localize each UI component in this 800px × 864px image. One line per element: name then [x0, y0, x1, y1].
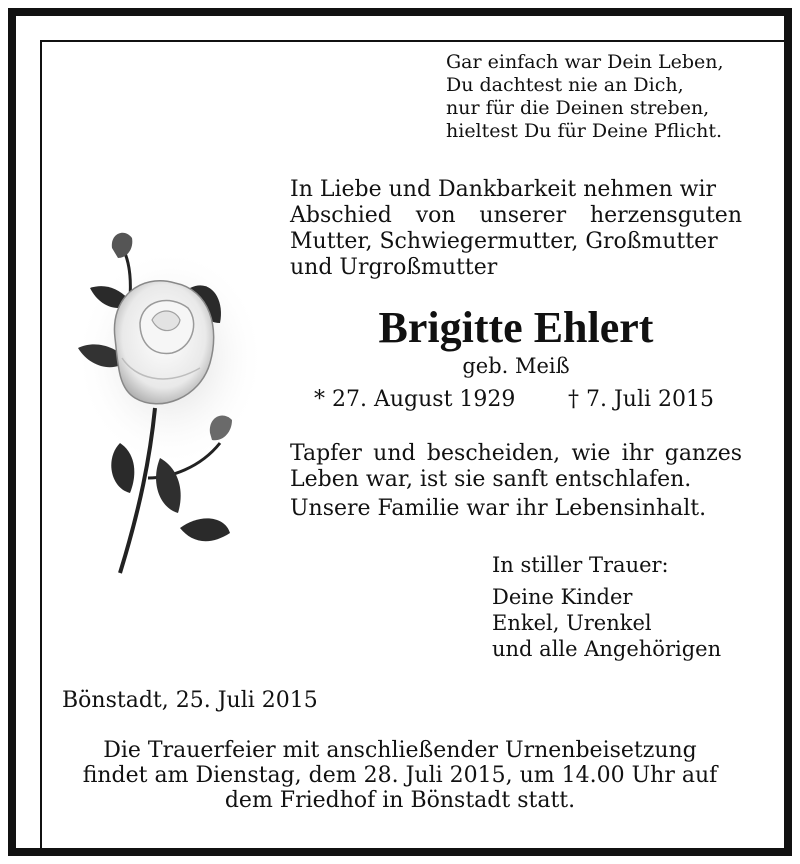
mourners-block — [492, 552, 752, 662]
intro-text — [290, 177, 742, 281]
death-date: † 7. Juli 2015 — [568, 387, 715, 412]
birth-date: * 27. August 1929 — [314, 387, 516, 412]
poem-line: nur für die Deinen streben, — [446, 97, 710, 119]
tribute-line: Leben war, ist sie sanft entschlafen. — [290, 467, 692, 492]
mourners-line: und alle Angehörigen — [492, 637, 722, 661]
family-text: Unsere Familie war ihr Lebensinhalt. — [290, 496, 707, 521]
maiden-name: geb. Meiß — [462, 354, 570, 378]
mourners-heading: In stiller Trauer: — [492, 553, 669, 577]
ceremony-notice — [40, 738, 760, 813]
mourners-line: Enkel, Urenkel — [492, 611, 652, 635]
poem-line: Du dachtest nie an Dich, — [446, 74, 684, 96]
intro-line: und Urgroßmutter — [290, 255, 498, 280]
poem — [446, 51, 756, 143]
ceremony-line: Die Trauerfeier mit anschließender Urnenbeisetzung — [103, 738, 697, 763]
ceremony-line: findet am Dienstag, dem 28. Juli 2015, um 14.00 Uhr auf — [82, 763, 718, 788]
poem-line: Gar einfach war Dein Leben, — [446, 51, 724, 73]
rose-illustration — [60, 228, 260, 608]
tribute-text — [290, 441, 742, 493]
tribute-line: Tapfer und bescheiden, wie ihr ganzes — [290, 441, 742, 466]
place-date: Bönstadt, 25. Juli 2015 — [62, 688, 318, 713]
poem-line: hieltest Du für Deine Pflicht. — [446, 120, 723, 142]
intro-line: Abschied von unserer herzensguten — [290, 203, 742, 228]
ceremony-line: dem Friedhof in Bönstadt statt. — [224, 788, 576, 813]
intro-line: Mutter, Schwiegermutter, Großmutter — [290, 229, 718, 254]
deceased-name: Brigitte Ehlert — [378, 303, 654, 352]
intro-line: In Liebe und Dankbarkeit nehmen wir — [290, 177, 717, 202]
mourners-line: Deine Kinder — [492, 585, 633, 609]
